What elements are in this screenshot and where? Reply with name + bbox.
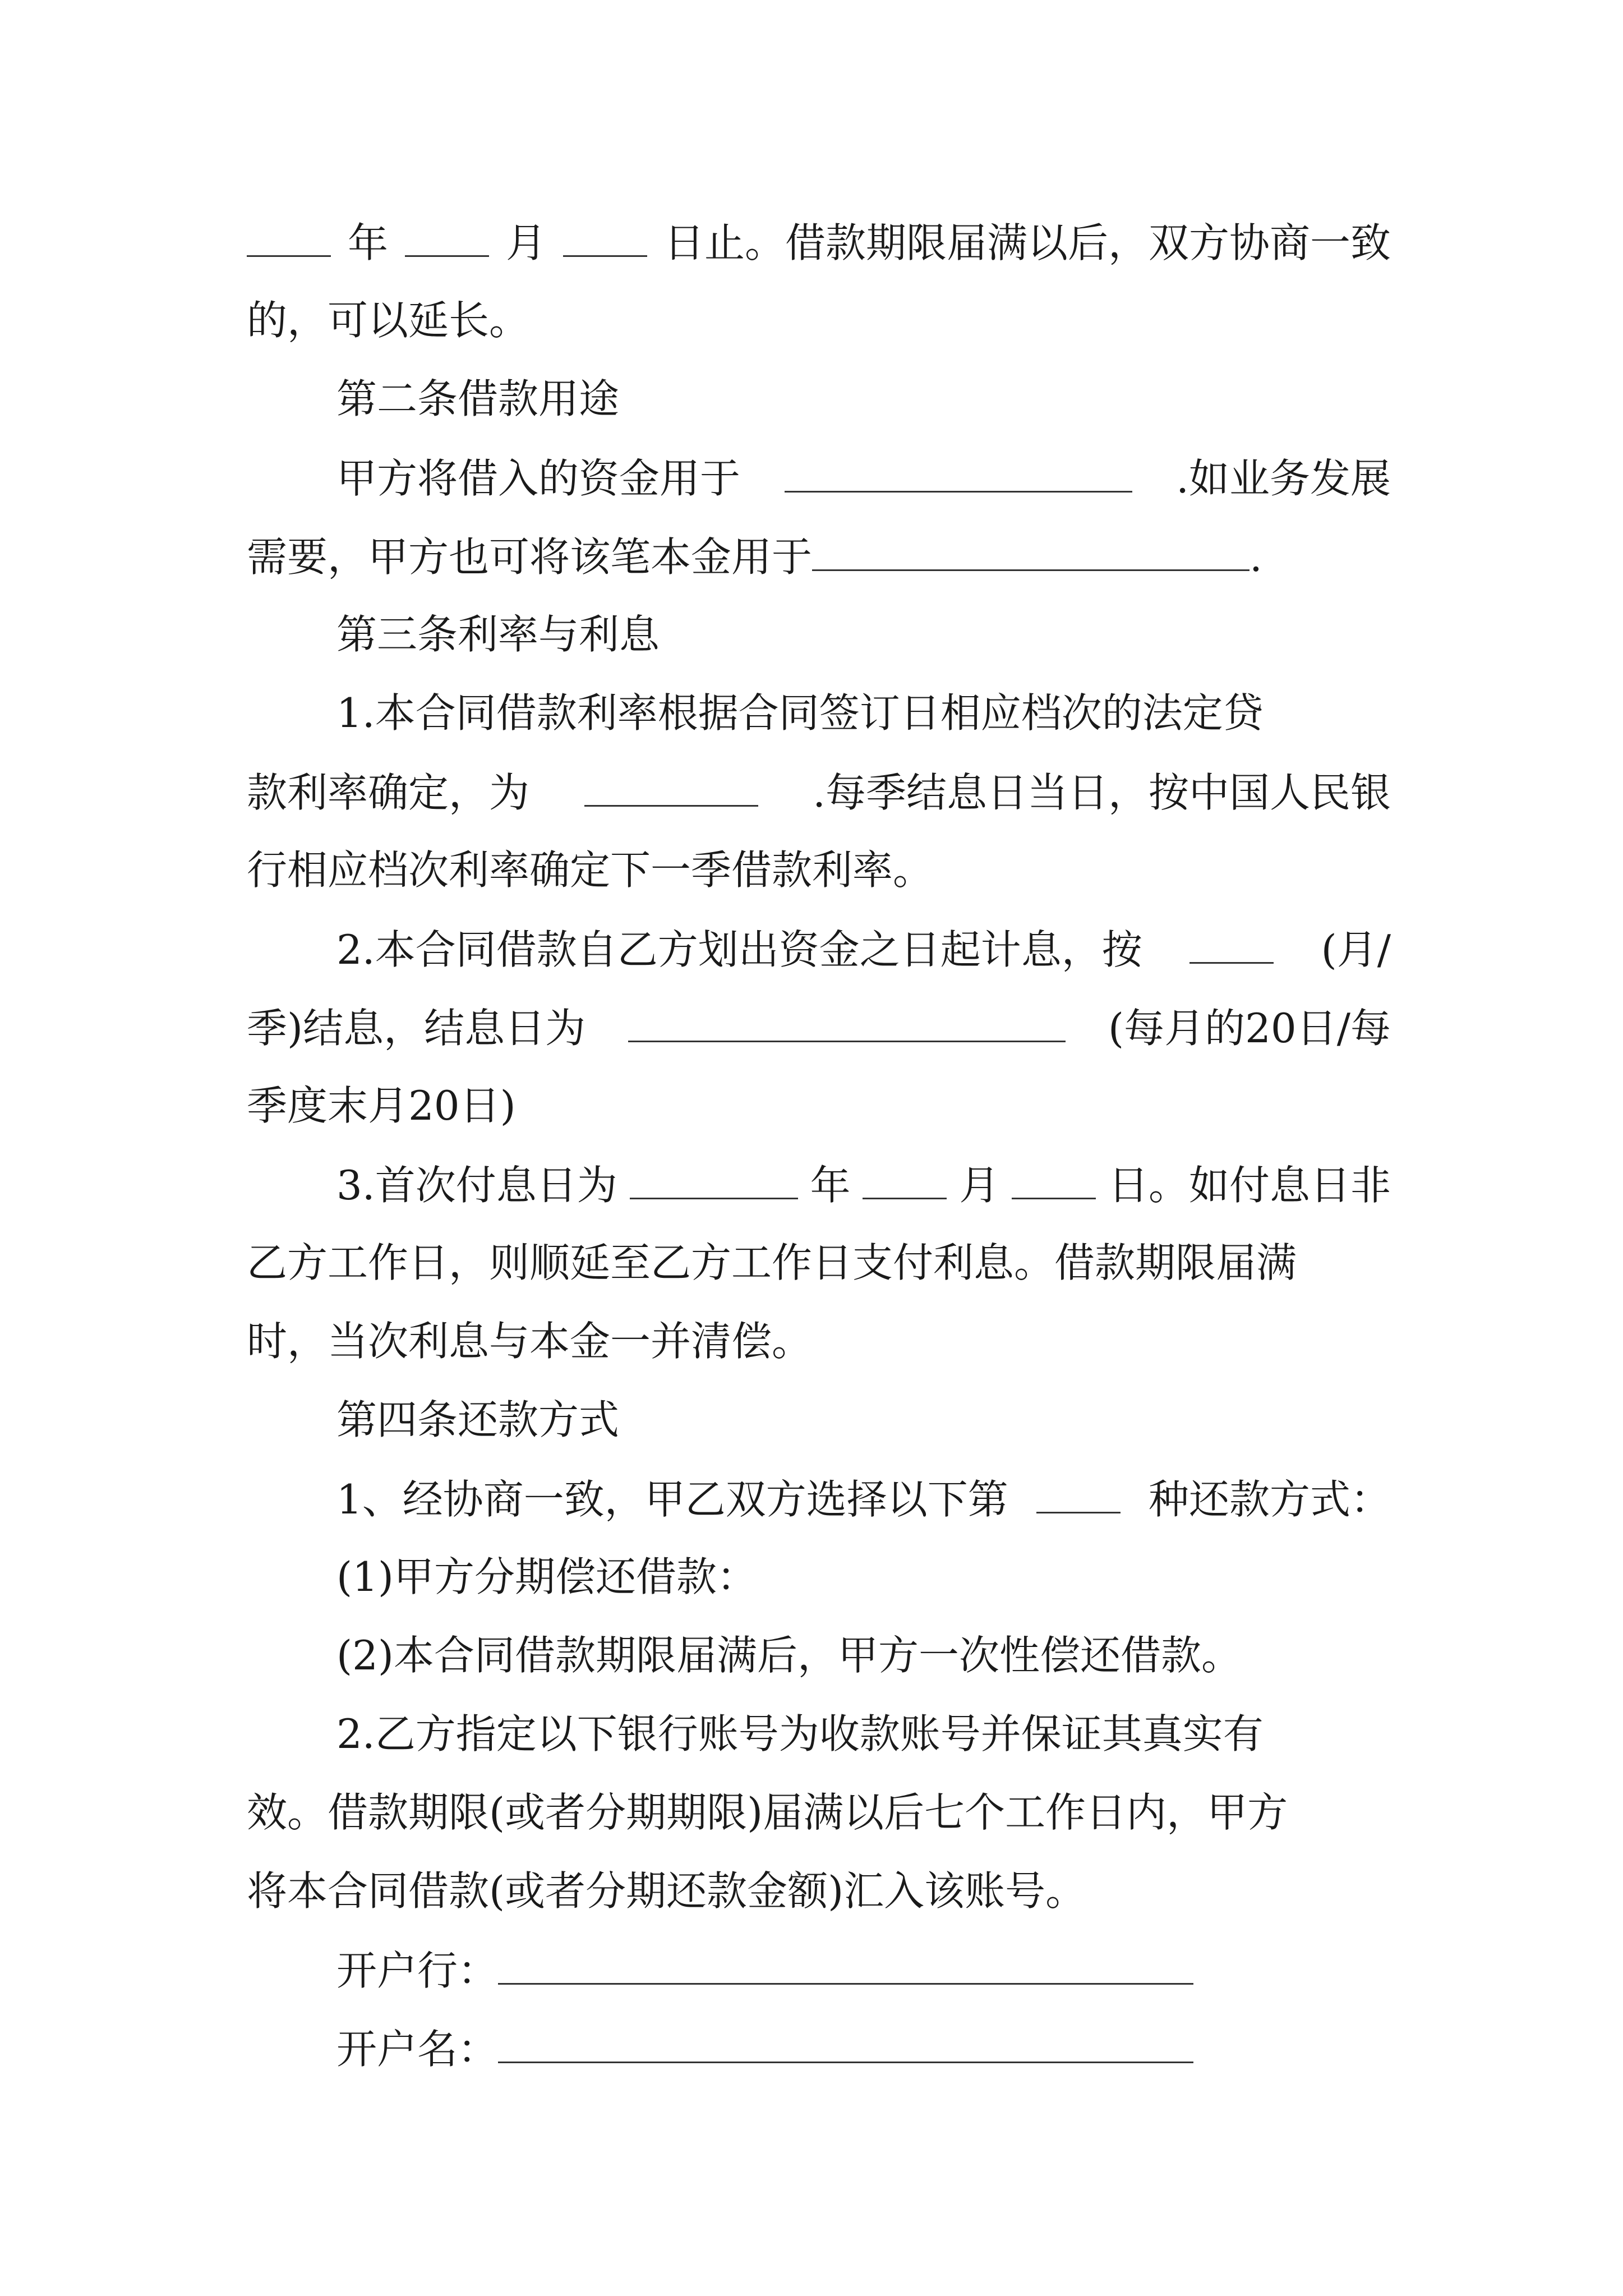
account-line-3: 将本合同借款(或者分期还款金额)汇入该账号。	[247, 1867, 1086, 1915]
interest-text-1a: 2.本合同借款自乙方划出资金之日起计息，按	[336, 926, 1142, 973]
method-choice-text-b: 种还款方式：	[1148, 1476, 1391, 1523]
first-pay-month-blank	[863, 1164, 947, 1199]
settle-date-blank	[628, 1007, 1066, 1042]
purpose-line-1	[336, 457, 1391, 513]
first-pay-year-label: 年	[810, 1162, 851, 1209]
account-line-1: 2.乙方指定以下银行账号为收款账号并保证其真实有	[336, 1710, 1264, 1757]
alt-purpose-blank	[812, 536, 1249, 571]
first-pay-text-a: 3.首次付息日为	[336, 1162, 617, 1209]
method-choice-blank	[1036, 1478, 1121, 1513]
article-3-title: 第三条利率与利息	[336, 611, 660, 658]
rate-text-2b: .每季结息日当日，按中国人民银	[813, 769, 1391, 816]
extension-text: 的，可以延长。	[247, 297, 530, 344]
account-name-label: 开户名：	[336, 2026, 499, 2073]
rate-blank	[584, 771, 758, 807]
interest-period-blank	[1189, 928, 1274, 964]
interest-line-2	[247, 1007, 1391, 1063]
account-name-line	[336, 2028, 1391, 2084]
bank-line	[336, 1949, 1391, 2005]
purpose-text-1b: .如业务发展	[1176, 455, 1391, 502]
method-choice-text-a: 1、经协商一致，甲乙双方选择以下第	[336, 1476, 1008, 1523]
first-pay-month-label: 月	[959, 1162, 1000, 1209]
interest-line-3: 季度末月20日)	[247, 1082, 516, 1129]
first-pay-year-blank	[630, 1164, 798, 1199]
rate-line-3: 行相应档次利率确定下一季借款利率。	[247, 846, 934, 894]
month-blank	[405, 222, 489, 257]
rate-line-1: 1.本合同借款利率根据合同签订日相应档次的法定贷	[336, 689, 1264, 737]
article-4-title: 第四条还款方式	[336, 1396, 620, 1443]
purpose-blank	[785, 457, 1132, 493]
interest-text-2a: 季)结息，结息日为	[247, 1005, 586, 1052]
method-choice-line	[336, 1478, 1391, 1534]
year-blank	[247, 222, 331, 257]
first-pay-line-1	[336, 1164, 1391, 1220]
first-pay-day-blank	[1012, 1164, 1096, 1199]
bank-blank	[498, 1949, 1193, 1985]
purpose-text-1: 甲方将借入的资金用于	[336, 455, 741, 502]
first-pay-line-2: 乙方工作日，则顺延至乙方工作日支付利息。借款期限届满	[247, 1239, 1297, 1286]
account-line-2: 效。借款期限(或者分期期限)届满以后七个工作日内，甲方	[247, 1789, 1288, 1836]
day-end-text: 日止。借款期限届满以后，双方协商一致	[663, 219, 1391, 266]
interest-text-2b: (每月的20日/每	[1108, 1005, 1391, 1052]
first-pay-text-b: 日。如付息日非	[1108, 1162, 1391, 1209]
purpose-text-2: 需要，甲方也可将该笔本金用于	[247, 533, 813, 581]
option-2: (2)本合同借款期限届满后，甲方一次性偿还借款。	[336, 1632, 1242, 1679]
first-pay-line-3: 时，当次利息与本金一并清偿。	[247, 1318, 813, 1365]
interest-line-1	[336, 928, 1391, 984]
purpose-line-2	[247, 533, 1391, 592]
day-blank	[563, 222, 647, 257]
bank-label: 开户行：	[336, 1947, 499, 1994]
date-end-line	[247, 219, 1391, 278]
year-label: 年	[347, 219, 388, 266]
article-2-title: 第二条借款用途	[336, 375, 620, 422]
interest-text-1b: (月/	[1321, 926, 1391, 973]
purpose-text-2b: .	[1249, 533, 1262, 581]
account-name-blank	[498, 2028, 1193, 2063]
rate-text-2a: 款利率确定，为	[247, 769, 530, 816]
month-label: 月	[505, 219, 546, 266]
option-1: (1)甲方分期偿还借款：	[336, 1553, 757, 1600]
rate-line-2	[247, 771, 1391, 827]
